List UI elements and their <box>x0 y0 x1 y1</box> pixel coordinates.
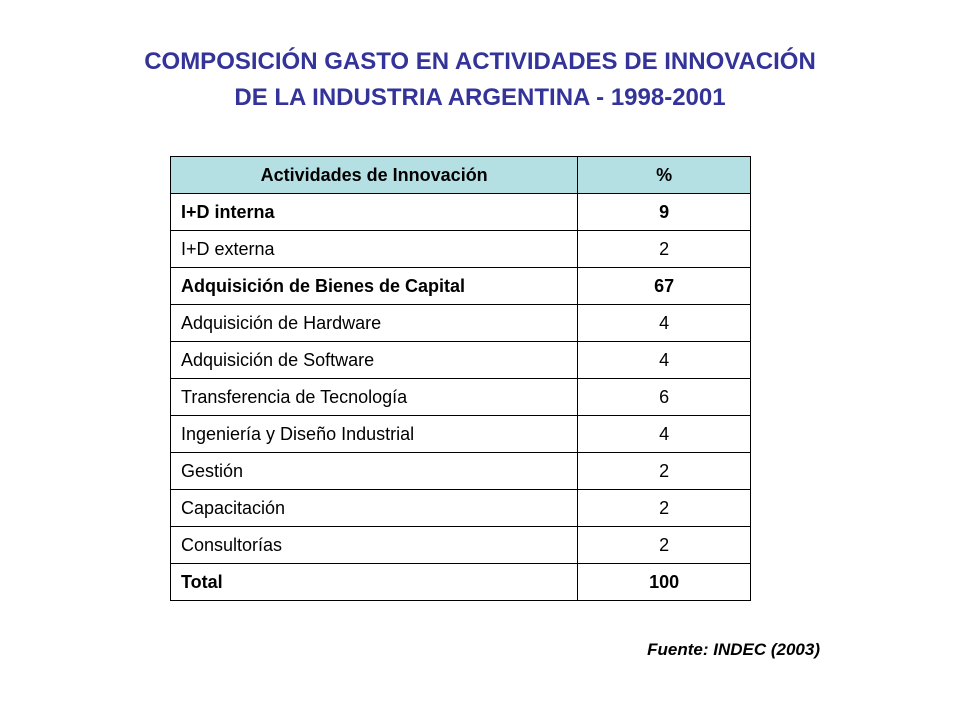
activity-label: Capacitación <box>171 490 578 527</box>
innovation-spending-table <box>170 156 751 601</box>
table-row <box>171 453 751 490</box>
percent-value: 2 <box>578 231 751 268</box>
percent-value: 4 <box>578 305 751 342</box>
activity-label: Ingeniería y Diseño Industrial <box>171 416 578 453</box>
activity-label: Adquisición de Bienes de Capital <box>171 268 578 305</box>
percent-value: 100 <box>578 564 751 601</box>
percent-value: 2 <box>578 527 751 564</box>
table-row <box>171 379 751 416</box>
table-body <box>171 194 751 601</box>
title-line-1: COMPOSICIÓN GASTO EN ACTIVIDADES DE INNOVACIÓN <box>144 48 816 75</box>
activity-label: I+D externa <box>171 231 578 268</box>
percent-value: 4 <box>578 342 751 379</box>
slide-title <box>0 44 960 116</box>
percent-value: 9 <box>578 194 751 231</box>
activity-label: Gestión <box>171 453 578 490</box>
table-row <box>171 490 751 527</box>
table-header-row <box>171 157 751 194</box>
table-row <box>171 564 751 601</box>
table-row <box>171 194 751 231</box>
table-row <box>171 527 751 564</box>
table-row <box>171 268 751 305</box>
activity-label: Total <box>171 564 578 601</box>
column-header-activities: Actividades de Innovación <box>171 157 578 194</box>
activity-label: Adquisición de Software <box>171 342 578 379</box>
table-row <box>171 231 751 268</box>
activity-label: Consultorías <box>171 527 578 564</box>
table-row <box>171 416 751 453</box>
table-row <box>171 305 751 342</box>
activity-label: Transferencia de Tecnología <box>171 379 578 416</box>
percent-value: 4 <box>578 416 751 453</box>
table-row <box>171 342 751 379</box>
source-note: Fuente: INDEC (2003) <box>647 640 820 659</box>
percent-value: 6 <box>578 379 751 416</box>
title-line-2: DE LA INDUSTRIA ARGENTINA - 1998-2001 <box>234 84 726 111</box>
percent-value: 67 <box>578 268 751 305</box>
column-header-percent: % <box>578 157 751 194</box>
percent-value: 2 <box>578 490 751 527</box>
percent-value: 2 <box>578 453 751 490</box>
activity-label: Adquisición de Hardware <box>171 305 578 342</box>
activity-label: I+D interna <box>171 194 578 231</box>
